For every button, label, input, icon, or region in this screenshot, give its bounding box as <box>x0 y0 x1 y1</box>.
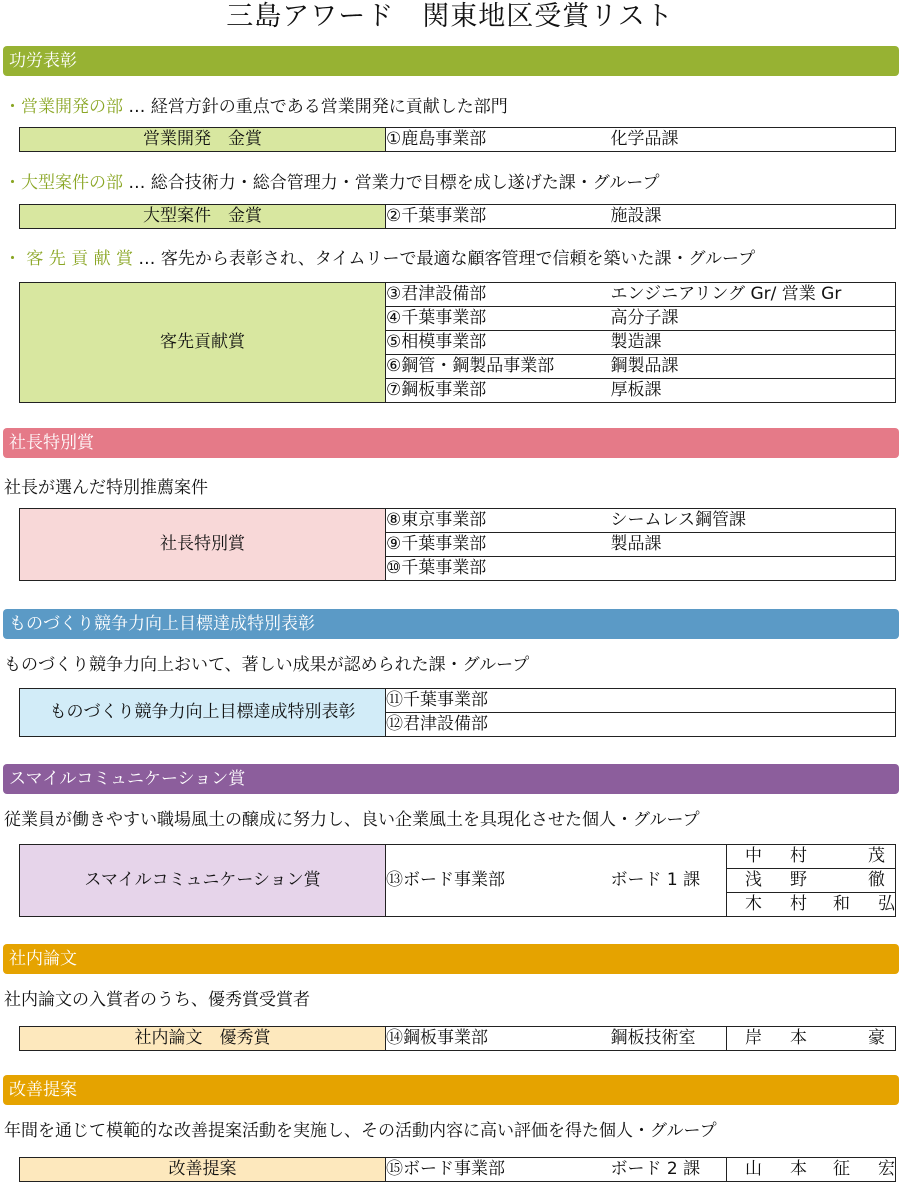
name-char: 中 <box>745 846 762 866</box>
table-row <box>20 1158 896 1182</box>
section-bar-kaizen: 改善提案 <box>3 1075 899 1105</box>
section-cell: 鋼板技術室 <box>611 1027 727 1051</box>
category-line-eigyou <box>4 95 508 119</box>
name-char: 宏 <box>878 1159 895 1179</box>
section-cell: 施設課 <box>611 205 896 229</box>
award-table-smile <box>19 844 896 917</box>
section-cell: 高分子課 <box>611 307 896 331</box>
dept-cell: ①鹿島事業部 <box>386 128 611 152</box>
dept-cell: ⑩千葉事業部 <box>386 557 611 581</box>
name-char: 徹 <box>868 870 885 890</box>
dept-cell: ⑫君津設備部 <box>386 713 896 737</box>
award-table-monozukuri <box>19 688 896 737</box>
dept-cell: ⑬ボード事業部 <box>386 845 611 917</box>
award-name-cell: 営業開発 金賞 <box>20 128 386 152</box>
dept-cell: ⑪千葉事業部 <box>386 689 896 713</box>
section-cell: 化学品課 <box>611 128 896 152</box>
name-char: 村 <box>790 846 807 866</box>
name-char: 豪 <box>868 1028 885 1048</box>
award-name-cell: 改善提案 <box>20 1158 386 1182</box>
section-bar-shachou: 社長特別賞 <box>3 428 899 458</box>
award-name-cell: ものづくり競争力向上目標達成特別表彰 <box>20 689 386 737</box>
table-row <box>20 1027 896 1051</box>
category-description: … 客先から表彰され、タイムリーで最適な顧客管理で信頼を築いた課・グループ <box>133 249 756 269</box>
award-name-cell: 社長特別賞 <box>20 509 386 581</box>
section-bar-ronbun: 社内論文 <box>3 944 899 974</box>
section-cell: ボード 1 課 <box>611 845 727 917</box>
section-description: ものづくり競争力向上おいて、著しい成果が認められた課・グループ <box>4 655 530 675</box>
table-row <box>20 128 896 152</box>
section-description: 社内論文の入賞者のうち、優秀賞受賞者 <box>4 990 310 1010</box>
section-bar-monozukuri: ものづくり競争力向上目標達成特別表彰 <box>3 609 899 639</box>
name-char: 村 <box>790 894 807 914</box>
name-char: 弘 <box>878 894 895 914</box>
name-char: 和 <box>833 894 850 914</box>
category-line-kyakusaki <box>4 247 755 271</box>
award-table-ougata <box>19 204 896 229</box>
name-char: 浅 <box>745 870 762 890</box>
name-char: 本 <box>790 1159 807 1179</box>
award-table-ronbun <box>19 1026 896 1051</box>
table-row <box>20 689 896 713</box>
dept-cell: ⑥鋼管・鋼製品事業部 <box>386 355 611 379</box>
table-row <box>20 205 896 229</box>
section-cell: シームレス鋼管課 <box>611 509 896 533</box>
section-description: 社長が選んだ特別推薦案件 <box>4 478 208 498</box>
person-name-cell <box>727 1158 896 1182</box>
category-line-ougata <box>4 171 659 195</box>
section-cell: エンジニアリング Gr/ 営業 Gr <box>611 283 896 307</box>
table-row <box>20 509 896 533</box>
award-table-shachou <box>19 508 896 581</box>
award-name-cell: 社内論文 優秀賞 <box>20 1027 386 1051</box>
category-label: ・大型案件の部 <box>4 173 123 193</box>
dept-cell: ⑦鋼板事業部 <box>386 379 611 403</box>
name-char: 征 <box>833 1159 850 1179</box>
person-name-cell <box>727 869 896 893</box>
category-label: ・ 客 先 貢 献 賞 <box>4 249 134 269</box>
section-description: 年間を通じて模範的な改善提案活動を実施し、その活動内容に高い評価を得た個人・グループ <box>4 1121 717 1141</box>
dept-cell: ④千葉事業部 <box>386 307 611 331</box>
person-name-cell <box>727 845 896 869</box>
section-bar-smile: スマイルコミュニケーション賞 <box>3 764 899 794</box>
table-row <box>20 283 896 307</box>
dept-cell: ⑮ボード事業部 <box>386 1158 611 1182</box>
section-cell: 鋼製品課 <box>611 355 896 379</box>
award-name-cell: スマイルコミュニケーション賞 <box>20 845 386 917</box>
award-table-eigyou <box>19 127 896 152</box>
dept-cell: ⑤相模事業部 <box>386 331 611 355</box>
section-cell: 厚板課 <box>611 379 896 403</box>
name-char: 岸 <box>745 1028 762 1048</box>
name-char: 野 <box>790 870 807 890</box>
table-row <box>20 845 896 869</box>
dept-cell: ⑧東京事業部 <box>386 509 611 533</box>
dept-cell: ⑨千葉事業部 <box>386 533 611 557</box>
section-cell: 製品課 <box>611 533 896 557</box>
page-title: 三島アワード 関東地区受賞リスト <box>226 1 674 32</box>
section-cell: 製造課 <box>611 331 896 355</box>
name-char: 本 <box>790 1028 807 1048</box>
name-char: 木 <box>745 894 762 914</box>
name-char: 山 <box>745 1159 762 1179</box>
section-cell <box>611 557 896 581</box>
category-label: ・営業開発の部 <box>4 97 123 117</box>
dept-cell: ⑭鋼板事業部 <box>386 1027 611 1051</box>
dept-cell: ③君津設備部 <box>386 283 611 307</box>
dept-cell: ②千葉事業部 <box>386 205 611 229</box>
name-char: 茂 <box>868 846 885 866</box>
person-name-cell <box>727 893 896 917</box>
category-description: … 経営方針の重点である営業開発に貢献した部門 <box>123 97 508 117</box>
award-name-cell: 大型案件 金賞 <box>20 205 386 229</box>
section-cell: ボード 2 課 <box>611 1158 727 1182</box>
award-table-kyakusaki <box>19 282 896 403</box>
category-description: … 総合技術力・総合管理力・営業力で目標を成し遂げた課・グループ <box>123 173 660 193</box>
award-name-cell: 客先貢献賞 <box>20 283 386 403</box>
section-description: 従業員が働きやすい職場風土の醸成に努力し、良い企業風土を具現化させた個人・グループ <box>4 810 700 830</box>
award-table-kaizen <box>19 1157 896 1182</box>
section-bar-kourou: 功労表彰 <box>3 46 899 76</box>
person-name-cell <box>727 1027 896 1051</box>
